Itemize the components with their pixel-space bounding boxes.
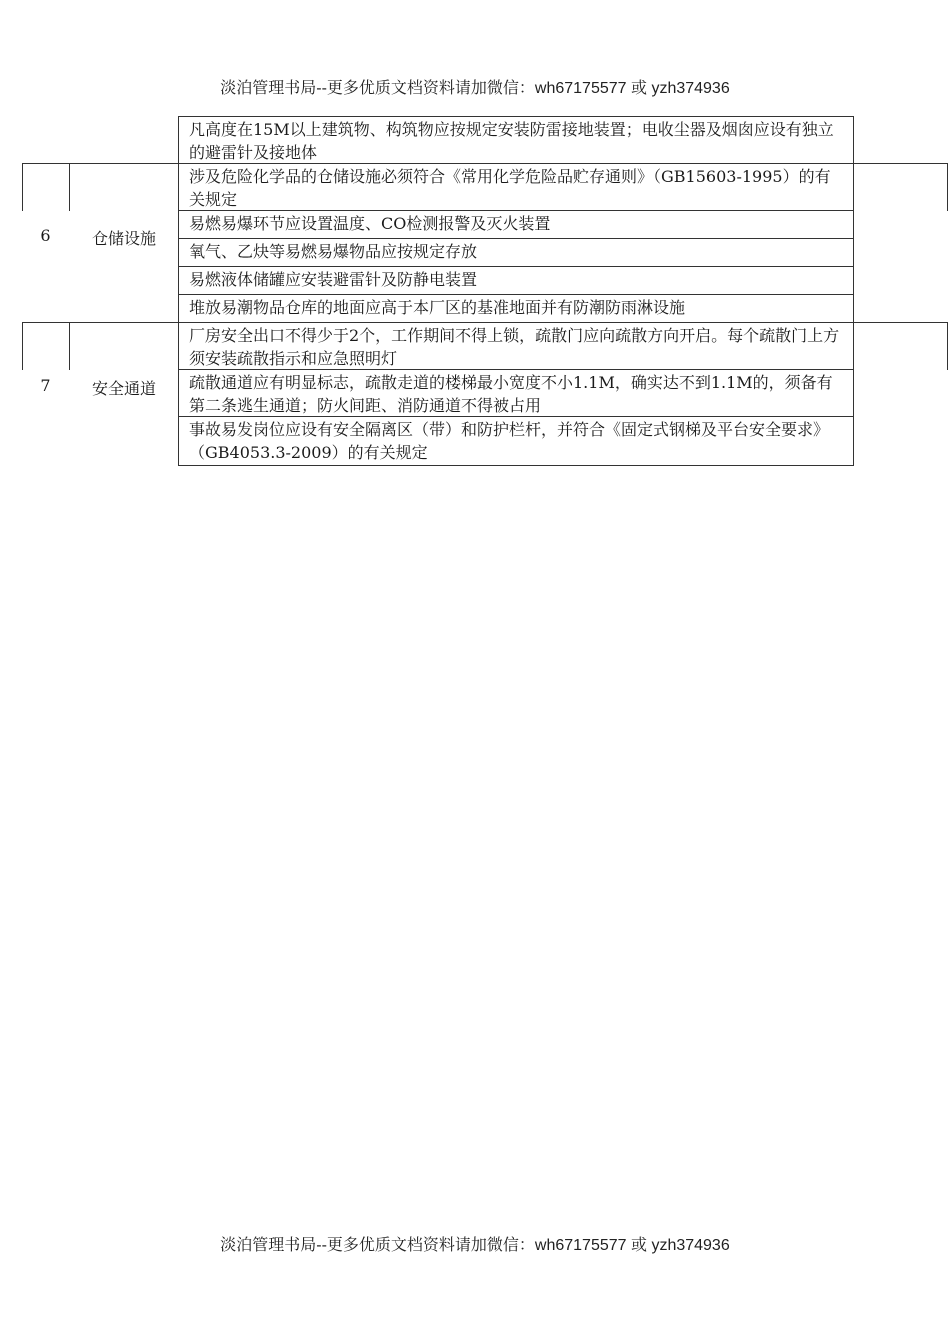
table-cell-item: 易燃液体储罐应安装避雷针及防静电装置 [178,266,854,295]
page-header: 淡泊管理书局--更多优质文档资料请加微信：wh67175577 或 yzh374936 [220,80,730,97]
row-border [947,163,948,211]
table-cell-item: 易燃易爆环节应设置温度、CO检测报警及灭火装置 [178,210,854,239]
row-border [22,322,23,370]
row-border [69,322,70,370]
table-cell-item: 氧气、乙炔等易燃易爆物品应按规定存放 [178,238,854,267]
category-label: 仓储设施 [91,229,156,248]
table-cell-item: 涉及危险化学品的仓储设施必须符合《常用化学危险品贮存通则》（GB15603-1995）的有关规定 [178,163,854,211]
table-cell-item: 堆放易潮物品仓库的地面应高于本厂区的基准地面并有防潮防雨淋设施 [178,294,854,323]
table-cell-item: 事故易发岗位应设有安全隔离区（带）和防护栏杆，并符合《固定式钢梯及平台安全要求》（GB4053.3-2009）的有关规定 [178,416,854,466]
row-border [947,322,948,370]
table-cell-item: 凡高度在15M以上建筑物、构筑物应按规定安装防雷接地装置；电收尘器及烟囱应设有独立的避雷针及接地体 [178,116,854,164]
row-border [22,163,23,211]
row-number: 6 [40,226,51,245]
page-footer: 淡泊管理书局--更多优质文档资料请加微信：wh67175577 或 yzh374936 [220,1237,730,1254]
table-cell-item: 厂房安全出口不得少于2个，工作期间不得上锁，疏散门应向疏散方向开启。每个疏散门上方须安装疏散指示和应急照明灯 [178,322,854,370]
table-cell-item: 疏散通道应有明显标志，疏散走道的楼梯最小宽度不小1.1M，确实达不到1.1M的，须备有第二条逃生通道；防火间距、消防通道不得被占用 [178,369,854,417]
row-number: 7 [40,376,51,395]
row-border [69,163,70,211]
category-label: 安全通道 [91,379,156,398]
